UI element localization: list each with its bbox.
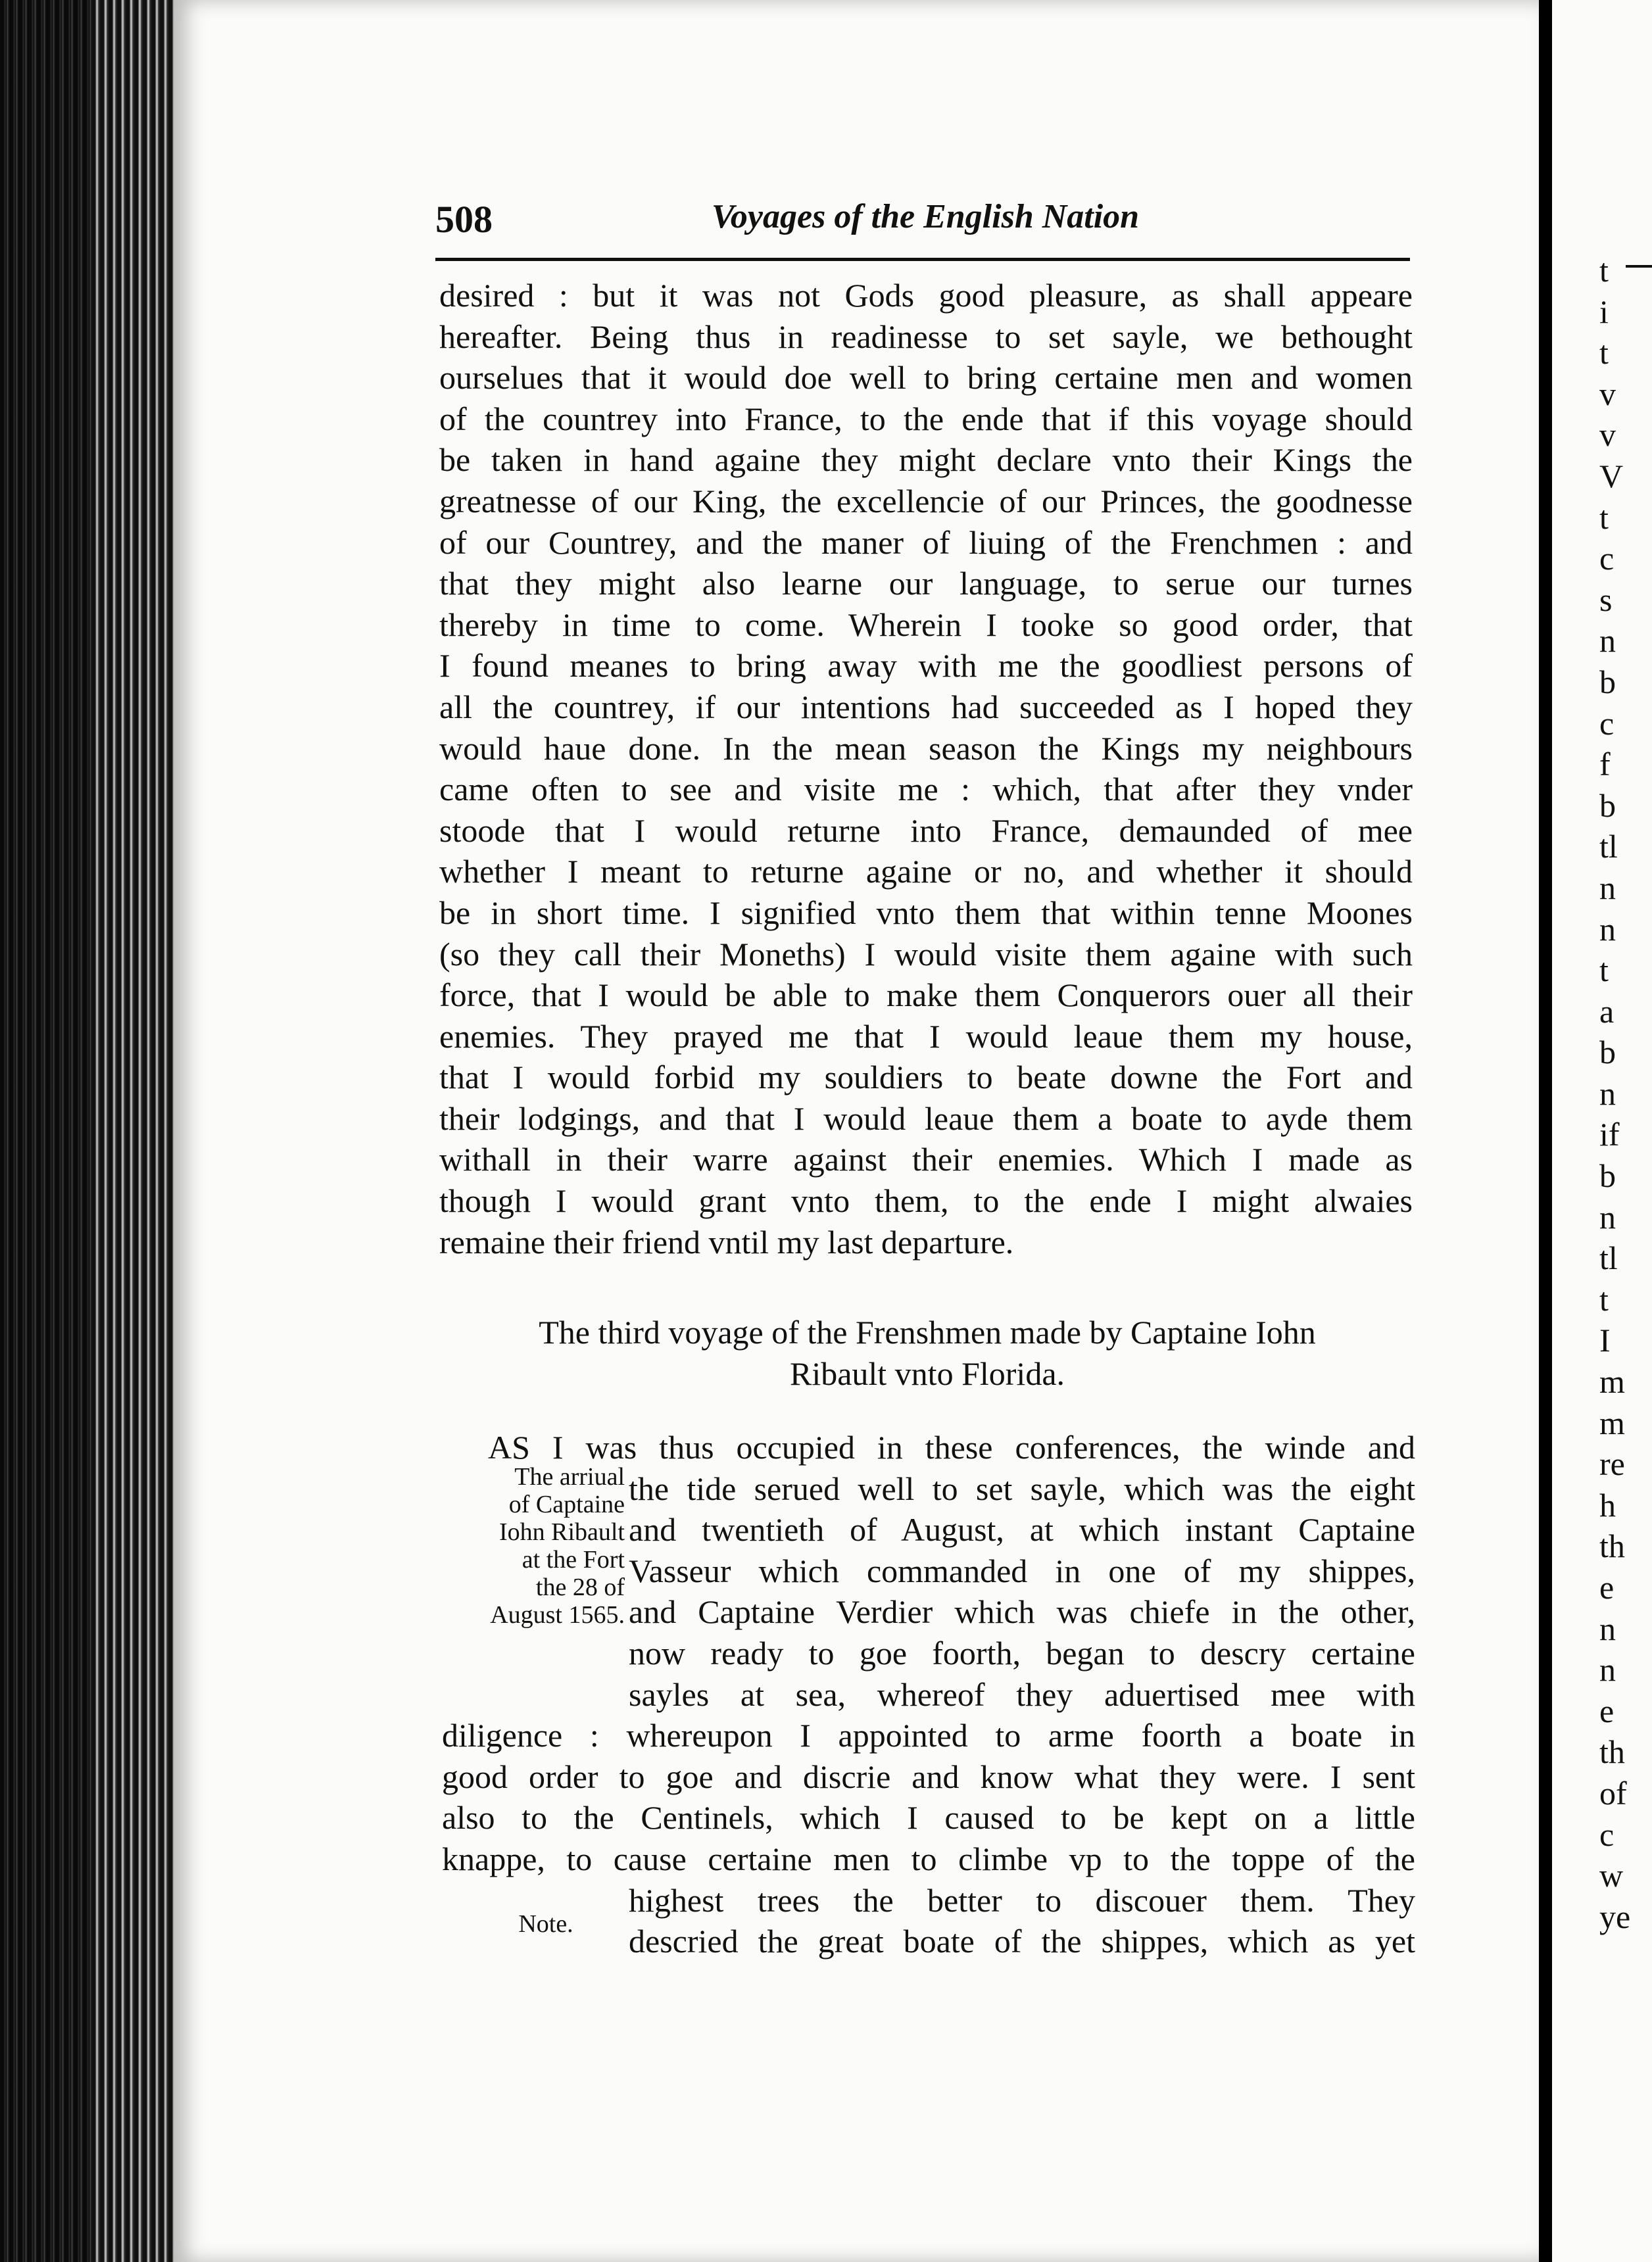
- facing-page-letter: re: [1599, 1445, 1625, 1483]
- facing-page-letter: n: [1599, 622, 1616, 660]
- text-line: of the countrey into France, to the ende that if this voyage should: [439, 400, 1413, 437]
- facing-page-letter: f: [1599, 746, 1611, 783]
- text-line: I found meanes to bring away with me the goodliest persons of: [439, 647, 1413, 685]
- facing-page-letter: t: [1599, 252, 1609, 289]
- facing-page-letter: n: [1599, 1651, 1616, 1689]
- facing-page-letter: c: [1599, 540, 1615, 577]
- text-line: and twentieth of August, at which instant Captaine: [629, 1511, 1415, 1549]
- section-heading: [460, 1312, 1394, 1394]
- margin-note: [447, 1463, 625, 1629]
- facing-page-letter: c: [1599, 704, 1615, 742]
- margin-note-line: of Captaine: [508, 1491, 625, 1518]
- running-title: Voyages of the English Nation: [712, 198, 1140, 235]
- book-page-edges: [92, 0, 174, 2262]
- body-paragraph: [439, 275, 1413, 1263]
- text-line: that they might also learne our language, to serue our turnes: [439, 565, 1413, 602]
- facing-page-letter: n: [1599, 910, 1616, 948]
- text-line: ourselues that it would doe well to bring certaine men and women: [439, 359, 1413, 397]
- text-line: though I would grant vnto them, to the ende I might alwaies: [439, 1182, 1413, 1220]
- text-line: force, that I would be able to make them Conquerors ouer all their: [439, 976, 1413, 1014]
- facing-page-letter: w: [1599, 1857, 1624, 1894]
- facing-page-letter: b: [1599, 786, 1616, 824]
- margin-note-note: Note.: [518, 1910, 573, 1938]
- facing-page-letter: tl: [1599, 1239, 1618, 1277]
- facing-page-letter: ye: [1599, 1898, 1631, 1935]
- facing-page-letter: v: [1599, 375, 1616, 412]
- facing-page-letter: t: [1599, 1280, 1609, 1318]
- text-line: greatnesse of our King, the excellencie of our Princes, the goodnesse: [439, 482, 1413, 519]
- text-line: of our Countrey, and the maner of liuing of the Frenchmen : and: [439, 523, 1413, 561]
- text-line: diligence : whereupon I appointed to arme foorth a boate in: [442, 1717, 1415, 1754]
- text-line: highest trees the better to discouer them. They: [629, 1881, 1415, 1919]
- text-line: desired : but it was not Gods good pleasure, as shall appeare: [439, 277, 1413, 314]
- margin-note-line: the 28 of: [535, 1574, 625, 1601]
- text-line: also to the Centinels, which I caused to be kept on a little: [442, 1799, 1415, 1837]
- text-line: enemies. They prayed me that I would leaue them my house,: [439, 1017, 1413, 1055]
- margin-note-line: at the Fort: [522, 1546, 625, 1574]
- facing-page-letter: e: [1599, 1569, 1615, 1606]
- header-rule: [435, 258, 1410, 261]
- text-line: and Captaine Verdier which was chiefe in the other,: [629, 1593, 1415, 1631]
- facing-page-letter: if: [1599, 1116, 1620, 1153]
- text-line: sayles at sea, whereof they aduertised mee with: [629, 1675, 1415, 1713]
- text-line: now ready to goe foorth, began to descry certaine: [629, 1634, 1415, 1672]
- page-number: 508: [435, 198, 493, 241]
- facing-page-letter: n: [1599, 1074, 1616, 1112]
- facing-page-letter: b: [1599, 663, 1616, 700]
- facing-page-letter: n: [1599, 1610, 1616, 1647]
- facing-page-letter: n: [1599, 1198, 1616, 1236]
- text-line: the tide serued well to set sayle, which was the eight: [629, 1470, 1415, 1507]
- facing-page-letter: n: [1599, 869, 1616, 906]
- margin-note-line: August 1565.: [490, 1601, 625, 1629]
- text-line: good order to goe and discrie and know what they were. I sent: [442, 1758, 1415, 1795]
- text-line: knappe, to cause certaine men to climbe vp to the toppe of the: [442, 1840, 1415, 1877]
- facing-page-letter: V: [1599, 457, 1624, 494]
- facing-page-letter: t: [1599, 498, 1609, 536]
- text-line: be in short time. I signified vnto them that within tenne Moones: [439, 894, 1413, 931]
- facing-page-letter: c: [1599, 1816, 1615, 1853]
- facing-page-letter: b: [1599, 1034, 1616, 1071]
- text-line: hereafter. Being thus in readinesse to set sayle, we bethought: [439, 318, 1413, 355]
- text-line: be taken in hand againe they might declare vnto their Kings the: [439, 441, 1413, 479]
- text-line: (so they call their Moneths) I would visite them againe with such: [439, 935, 1413, 973]
- facing-page-letter: h: [1599, 1486, 1616, 1524]
- text-line: that I would forbid my souldiers to beate downe the Fort and: [439, 1059, 1413, 1096]
- text-line: remaine their friend vntil my last departure.: [439, 1223, 1014, 1261]
- facing-page-letter: i: [1599, 293, 1609, 330]
- text-line: Vasseur which commanded in one of my shippes,: [629, 1552, 1415, 1589]
- text-line: their lodgings, and that I would leaue them a boate to ayde them: [439, 1099, 1413, 1137]
- facing-page-letter: a: [1599, 992, 1615, 1030]
- text-line: whether I meant to returne againe or no, and whether it should: [439, 853, 1413, 890]
- section-heading-line-2: Ribault vnto Florida.: [789, 1355, 1065, 1392]
- text-line: came often to see and visite me : which, that after they vnder: [439, 771, 1413, 808]
- facing-page-letter: of: [1599, 1774, 1627, 1812]
- text-line: all the countrey, if our intentions had succeeded as I hoped they: [439, 688, 1413, 725]
- facing-page-text: [1599, 250, 1652, 1937]
- facing-page-letter: t: [1599, 951, 1609, 989]
- facing-page-letter: th: [1599, 1528, 1625, 1565]
- margin-note-line: The arriual: [514, 1463, 625, 1491]
- text-line: withall in their warre against their enemies. Which I made as: [439, 1141, 1413, 1178]
- text-line: thereby in time to come. Wherein I tooke so good order, that: [439, 606, 1413, 643]
- text-line: stoode that I would returne into France, demaunded of mee: [439, 811, 1413, 849]
- text-line: AS I was thus occupied in these conferences, the winde and: [488, 1429, 1415, 1466]
- facing-page-letter: th: [1599, 1733, 1625, 1771]
- facing-page-letter: v: [1599, 416, 1616, 454]
- facing-page-letter: tl: [1599, 828, 1618, 865]
- facing-page-letter: m: [1599, 1363, 1625, 1401]
- facing-page-letter: b: [1599, 1157, 1616, 1195]
- margin-note-line: Iohn Ribault: [498, 1518, 625, 1546]
- facing-page-letter: I: [1599, 1322, 1611, 1359]
- facing-page-letter: m: [1599, 1404, 1625, 1441]
- page-header: [435, 197, 1410, 250]
- facing-page-letter: t: [1599, 334, 1609, 372]
- text-line: descried the great boate of the shippes, which as yet: [629, 1923, 1415, 1960]
- text-line: would haue done. In the mean season the Kings my neighbours: [439, 729, 1413, 767]
- facing-page-letter: e: [1599, 1692, 1615, 1729]
- facing-page-letter: s: [1599, 581, 1613, 618]
- section-heading-line-1: The third voyage of the Frenshmen made by Captaine Iohn: [539, 1314, 1316, 1351]
